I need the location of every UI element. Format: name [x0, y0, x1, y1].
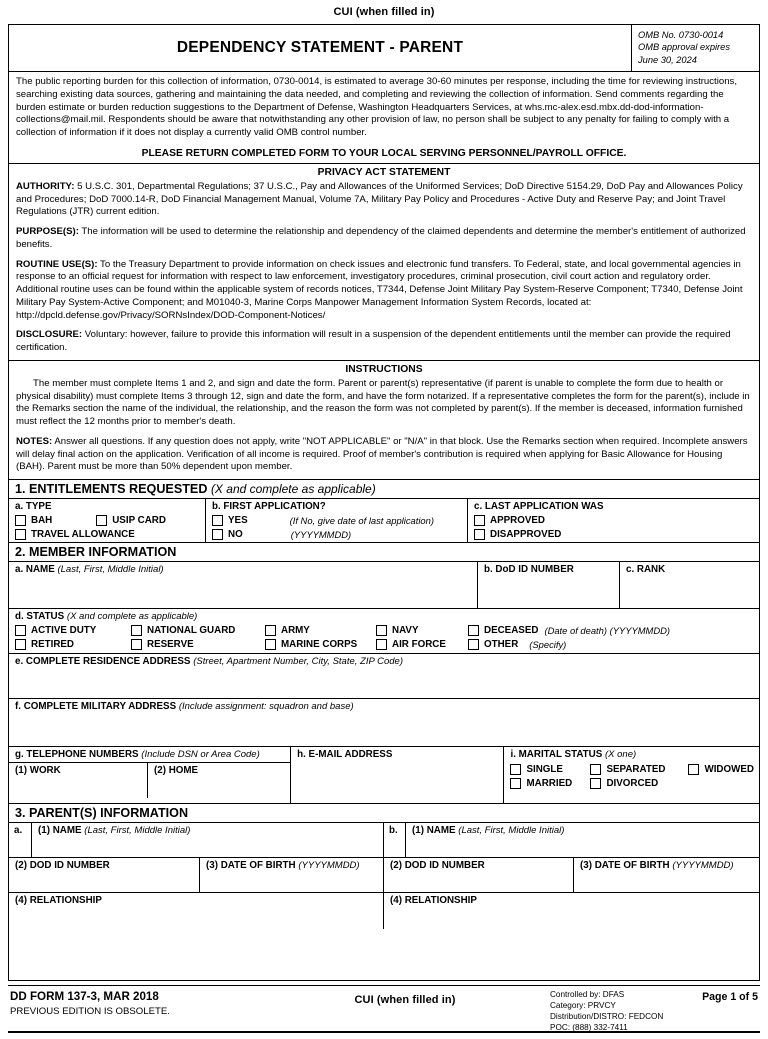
- privacy-purpose-label: PURPOSE(S):: [16, 226, 79, 237]
- privacy-purpose-text: The information will be used to determine the relationship and dependency of the claimed dependents and determine the member's entitlement of authorized benefits.: [16, 226, 746, 250]
- single-label: SINGLE: [526, 764, 563, 775]
- page-number: Page 1 of 5: [702, 991, 758, 1003]
- omb-expires-date: June 30, 2024: [638, 54, 697, 65]
- first-application-no-row: [212, 529, 462, 540]
- marital-status-hint: (X one): [605, 749, 637, 760]
- military-address-hint: (Include assignment: squadron and base): [178, 701, 354, 712]
- form-footer: [8, 985, 760, 1033]
- work-phone-cell[interactable]: [9, 763, 147, 798]
- cui-banner-top: CUI (when filled in): [333, 6, 435, 18]
- section-1-header: [9, 479, 759, 499]
- single-checkbox-icon[interactable]: [510, 764, 521, 775]
- usip-card-checkbox-icon[interactable]: [96, 515, 107, 526]
- parent-b-dob-label: (3) DATE OF BIRTH (YYYYMMDD): [580, 860, 734, 871]
- member-status-cell: [9, 609, 759, 653]
- navy-label: NAVY: [392, 625, 419, 636]
- active-duty-checkbox-icon[interactable]: [15, 625, 26, 636]
- parent-a-letter: a.: [14, 825, 23, 836]
- privacy-routine-use: [16, 259, 752, 323]
- notes-label: NOTES:: [16, 435, 53, 447]
- checkbox-divorced[interactable]: [590, 778, 658, 789]
- burden-statement: [9, 72, 759, 145]
- member-name-hint: (Last, First, Middle Initial): [57, 564, 164, 575]
- parent-b-dob-hint: (YYYYMMDD): [672, 860, 734, 871]
- checkbox-disapproved[interactable]: [474, 529, 561, 540]
- parent-name-row: [9, 823, 759, 857]
- member-status-label: d. STATUS (X and complete as applicable): [15, 611, 198, 622]
- privacy-authority: [16, 181, 752, 219]
- residence-address-cell[interactable]: [9, 654, 759, 698]
- army-checkbox-icon[interactable]: [265, 625, 276, 636]
- military-address-cell[interactable]: [9, 699, 759, 746]
- approved-checkbox-icon[interactable]: [474, 515, 485, 526]
- deceased-checkbox-icon[interactable]: [468, 625, 479, 636]
- member-dod-id-cell[interactable]: [477, 562, 619, 608]
- member-dod-id-label: b. DoD ID NUMBER: [484, 564, 574, 575]
- section-1-hint: (X and complete as applicable): [210, 482, 376, 496]
- checkbox-marine-corps[interactable]: [265, 639, 376, 650]
- travel-allowance-label: TRAVEL ALLOWANCE: [31, 529, 135, 540]
- checkbox-air-force[interactable]: [376, 639, 468, 650]
- parent-relationship-row: [9, 892, 759, 929]
- category: Category: PRVCY: [550, 1000, 616, 1010]
- parent-a-dod-id-label: (2) DOD ID NUMBER: [15, 860, 110, 871]
- section-3-title: 3. PARENT(S) INFORMATION: [15, 806, 189, 820]
- checkbox-first-app-no[interactable]: [212, 529, 243, 540]
- privacy-purpose: [16, 226, 752, 252]
- last-application-disapproved-row: [474, 529, 754, 540]
- return-notice: PLEASE RETURN COMPLETED FORM TO YOUR LOCAL SERVING PERSONNEL/PAYROLL OFFICE.: [141, 147, 627, 159]
- widowed-checkbox-icon[interactable]: [688, 764, 699, 775]
- work-phone-label: (1) WORK: [15, 765, 61, 776]
- instructions-body: [9, 377, 759, 479]
- divorced-checkbox-icon[interactable]: [590, 778, 601, 789]
- national-guard-checkbox-icon[interactable]: [131, 625, 142, 636]
- instructions-text: The member must complete Items 1 and 2, and sign and date the form. Parent or parent(s) representative (if parent is unable to complete the form due to health or physical disability) must complete Items 3 through 12, sign and date the form, and have the form notarized. If a representative completes the form for the parent(s), include in the Remarks section the name of the individual, the relationship, and the reason the form was not completed by parent(s). If the member is deceased, information furnished must reflect the 12 months prior to member's death.: [16, 377, 750, 427]
- email-address-label: h. E-MAIL ADDRESS: [297, 749, 393, 760]
- yes-label: YES: [228, 515, 248, 526]
- section-1-title: 1. ENTITLEMENTS REQUESTED: [15, 482, 208, 496]
- checkbox-other-status[interactable]: [468, 639, 518, 650]
- first-application-label: b. FIRST APPLICATION?: [212, 501, 326, 512]
- military-address-row: [9, 698, 759, 746]
- married-label: MARRIED: [526, 778, 573, 789]
- checkbox-first-app-yes[interactable]: [212, 515, 248, 526]
- member-status-row: [9, 608, 759, 653]
- parent-b-relationship-cell[interactable]: [383, 893, 759, 929]
- member-rank-label: c. RANK: [626, 564, 666, 575]
- telephone-numbers-label: g. TELEPHONE NUMBERS (Include DSN or Area Code): [15, 749, 260, 760]
- checkbox-single[interactable]: [510, 764, 590, 775]
- checkbox-active-duty[interactable]: [15, 625, 131, 636]
- footer-right: [550, 990, 760, 1034]
- status-row-2: [15, 639, 754, 650]
- parent-a-relationship-cell[interactable]: [9, 893, 383, 929]
- parent-a-relationship-label: (4) RELATIONSHIP: [15, 895, 102, 906]
- section-1-row: [9, 499, 759, 542]
- controlled-by: Controlled by: DFAS: [550, 990, 625, 999]
- privacy-act-heading: PRIVACY ACT STATEMENT: [317, 166, 451, 178]
- checkbox-travel-allowance[interactable]: [15, 529, 135, 540]
- first-application-yes-hint: (If No, give date of last application): [289, 515, 434, 526]
- member-status-hint: (X and complete as applicable): [66, 611, 198, 622]
- checkbox-approved[interactable]: [474, 515, 545, 526]
- entitlement-type-label: a. TYPE: [15, 501, 52, 512]
- status-row-1: [15, 625, 754, 636]
- footer-left: [8, 990, 260, 1017]
- privacy-disclosure-label: DISCLOSURE:: [16, 329, 83, 341]
- reserve-checkbox-icon[interactable]: [131, 639, 142, 650]
- telephone-subrow: [9, 762, 290, 798]
- checkbox-married[interactable]: [510, 778, 590, 789]
- marital-status-cell: [503, 747, 759, 803]
- entitlement-type-row-2: [15, 529, 200, 540]
- checkbox-navy[interactable]: [376, 625, 468, 636]
- poc: POC: (888) 332-7411: [550, 1022, 628, 1032]
- military-address-label: f. COMPLETE MILITARY ADDRESS (Include assignment: squadron and base): [15, 701, 354, 712]
- checkbox-deceased[interactable]: [468, 625, 538, 636]
- parent-b-name-cell[interactable]: [405, 823, 759, 857]
- travel-allowance-checkbox-icon[interactable]: [15, 529, 26, 540]
- parent-b-dod-id-cell[interactable]: [383, 858, 573, 892]
- checkbox-usip-card[interactable]: [96, 515, 166, 526]
- form-header: [9, 25, 759, 72]
- parent-b-dod-id-label: (2) DOD ID NUMBER: [390, 860, 485, 871]
- privacy-disclosure: [16, 329, 752, 355]
- instructions-notes: [16, 436, 752, 474]
- notes-text: Answer all questions. If any question does not apply, write "NOT APPLICABLE" or "N/A" in that block. Use the Remarks section when required. Incomplete answers will delay final action on the application. Verification of all income is required. Proof of member's contribution is required when applying for Basic Allowance for Housing (BAH). Parent must be more than 50% dependent upon member.: [16, 435, 748, 473]
- section-2-title: 2. MEMBER INFORMATION: [15, 545, 177, 559]
- parent-a-name-label: (1) NAME (Last, First, Middle Initial): [38, 825, 191, 836]
- instructions-heading: INSTRUCTIONS: [345, 363, 423, 375]
- member-name-cell[interactable]: [9, 562, 477, 608]
- parent-a-dob-label: (3) DATE OF BIRTH (YYYYMMDD): [206, 860, 360, 871]
- email-address-cell[interactable]: [290, 747, 503, 803]
- active-duty-label: ACTIVE DUTY: [31, 625, 97, 636]
- privacy-act-body: [9, 180, 759, 360]
- residence-address-label: e. COMPLETE RESIDENCE ADDRESS (Street, Apartment Number, City, State, ZIP Code): [15, 656, 403, 667]
- member-rank-cell[interactable]: [619, 562, 759, 608]
- retired-checkbox-icon[interactable]: [15, 639, 26, 650]
- page-title: DEPENDENCY STATEMENT - PARENT: [176, 39, 464, 56]
- first-application-no-hint: (YYYYMMDD): [290, 529, 352, 540]
- section-3-header: [9, 803, 759, 823]
- divorced-label: DIVORCED: [606, 778, 659, 789]
- parent-a-letter-cell: [9, 823, 31, 857]
- checkbox-reserve[interactable]: [131, 639, 265, 650]
- separated-label: SEPARATED: [606, 764, 666, 775]
- form-id: DD FORM 137-3, MAR 2018: [10, 990, 159, 1003]
- privacy-disclosure-text: Voluntary: however, failure to provide this information will result in a suspension of the dependent entitlements until the member can provide the required certification.: [16, 329, 731, 353]
- parent-b-relationship-label: (4) RELATIONSHIP: [390, 895, 477, 906]
- deceased-label: DECEASED: [484, 625, 539, 636]
- entitlement-type-row-1: [15, 515, 200, 526]
- parent-b-dob-cell[interactable]: [573, 858, 759, 892]
- checkbox-retired[interactable]: [15, 639, 131, 650]
- widowed-label: WIDOWED: [704, 764, 754, 775]
- no-label: NO: [228, 529, 243, 540]
- parent-b-name-label: (1) NAME (Last, First, Middle Initial): [412, 825, 565, 836]
- checkbox-bah[interactable]: [15, 515, 52, 526]
- form-frame: [8, 24, 760, 981]
- army-label: ARMY: [281, 625, 310, 636]
- parent-a-dod-id-cell[interactable]: [9, 858, 199, 892]
- other-status-hint: (Specify): [529, 639, 567, 650]
- home-phone-cell[interactable]: [147, 763, 290, 798]
- reserve-label: RESERVE: [147, 639, 194, 650]
- marital-status-label: i. MARITAL STATUS (X one): [510, 749, 637, 760]
- air-force-label: AIR FORCE: [392, 639, 446, 650]
- residence-address-row: [9, 653, 759, 698]
- parent-b-letter: b.: [389, 825, 398, 836]
- omb-expires-label: OMB approval expires: [638, 42, 730, 53]
- marine-corps-label: MARINE CORPS: [281, 639, 358, 650]
- bah-label: BAH: [31, 515, 53, 526]
- approved-label: APPROVED: [490, 515, 545, 526]
- residence-address-hint: (Street, Apartment Number, City, State, ZIP Code): [193, 656, 403, 667]
- privacy-routine-label: ROUTINE USE(S):: [16, 258, 98, 270]
- parent-a-name-hint: (Last, First, Middle Initial): [84, 825, 191, 836]
- previous-edition-note: PREVIOUS EDITION IS OBSOLETE.: [10, 1006, 170, 1017]
- burden-text: The public reporting burden for this collection of information, 0730-0014, is estimated to average 30-60 minutes per response, including the time for reviewing instructions, searching existing data sources, gathering and maintaining the data needed, and completing and reviewing the collection of information. Send comments regarding the burden estimate or burden reduction suggestions to the Department of Defense, Washington Headquarters Services, at whs.mc-alex.esd.mbx.dd-dod-information-collections@mail.mil. Respondents should be aware that notwithstanding any other provision of law, no person shall be subject to any penalty for failing to comply with a collection of information if it does not display a currently valid OMB control number.: [16, 76, 737, 138]
- marine-corps-checkbox-icon[interactable]: [265, 639, 276, 650]
- section-2-header: [9, 542, 759, 562]
- separated-checkbox-icon[interactable]: [590, 764, 601, 775]
- national-guard-label: NATIONAL GUARD: [147, 625, 236, 636]
- parent-a-name-cell[interactable]: [31, 823, 383, 857]
- omb-number: OMB No. 0730-0014: [638, 30, 724, 40]
- bah-checkbox-icon[interactable]: [15, 515, 26, 526]
- last-application-label: c. LAST APPLICATION WAS: [474, 501, 604, 512]
- last-application-approved-row: [474, 515, 754, 526]
- checkbox-national-guard[interactable]: [131, 625, 265, 636]
- checkbox-army[interactable]: [265, 625, 376, 636]
- cui-banner-bottom: CUI (when filled in): [354, 994, 456, 1006]
- contact-marital-row: [9, 746, 759, 803]
- last-application-cell: [467, 499, 759, 542]
- disapproved-label: DISAPPROVED: [490, 529, 562, 540]
- marital-row-2: [510, 778, 754, 789]
- retired-label: RETIRED: [31, 639, 75, 650]
- member-name-row: [9, 562, 759, 608]
- checkbox-widowed[interactable]: [688, 764, 754, 775]
- privacy-authority-label: AUTHORITY:: [16, 180, 75, 192]
- privacy-routine-text: To the Treasury Department to provide information on check issues and electronic fund transfers. To Federal, state, and local governmental agencies in response to an official request for information with respect to law enforcement, investigatory procedures, criminal prosecution, civil court action and regulatory order. Additional routine uses can be found within the applicable system of records notices, T7344, Defense Joint Military Pay System-Reserve Component; T7340, Defense Joint Military Pay System-Active Component; and M01040-3, Marine Corps Manpower Management Information System Records, located at: http://dpcld.defense.gov/Privacy/SORNsIndex/DOD-Component-Notices/: [16, 258, 743, 321]
- home-phone-label: (2) HOME: [154, 765, 199, 776]
- yes-checkbox-icon[interactable]: [212, 515, 223, 526]
- parent-a-dob-hint: (YYYYMMDD): [298, 860, 360, 871]
- parent-b-name-hint: (Last, First, Middle Initial): [458, 825, 565, 836]
- married-checkbox-icon[interactable]: [510, 778, 521, 789]
- other-status-checkbox-icon[interactable]: [468, 639, 479, 650]
- parent-b-letter-cell: [383, 823, 405, 857]
- air-force-checkbox-icon[interactable]: [376, 639, 387, 650]
- control-markings: [550, 990, 663, 1034]
- first-application-yes-row: [212, 515, 462, 526]
- privacy-authority-text: 5 U.S.C. 301, Departmental Regulations; 37 U.S.C., Pay and Allowances of the Uniformed Services; DoD Directive 5154.29, DoD Pay and Allowances Policy and Procedures; DoD 7000.14-R, DoD Financial Management Manual, Volume 7A, Military Pay Policy and Procedures - Active Duty and Reserve Pay; and Joint Travel Regulations (JTR) current edition.: [16, 180, 743, 218]
- telephone-numbers-hint: (Include DSN or Area Code): [141, 749, 260, 760]
- checkbox-separated[interactable]: [590, 764, 688, 775]
- distribution: Distribution/DISTRO: FEDCON: [550, 1011, 664, 1021]
- first-application-cell: [205, 499, 467, 542]
- other-status-label: OTHER: [484, 639, 519, 650]
- deceased-hint: (Date of death) (YYYYMMDD): [544, 625, 671, 636]
- disapproved-checkbox-icon[interactable]: [474, 529, 485, 540]
- omb-block: [631, 25, 759, 71]
- usip-card-label: USIP CARD: [112, 515, 166, 526]
- marital-row-1: [510, 764, 754, 775]
- no-checkbox-icon[interactable]: [212, 529, 223, 540]
- navy-checkbox-icon[interactable]: [376, 625, 387, 636]
- parent-id-dob-row: [9, 857, 759, 892]
- parent-a-dob-cell[interactable]: [199, 858, 383, 892]
- entitlement-type-cell: [9, 499, 205, 542]
- member-name-label: a. NAME (Last, First, Middle Initial): [15, 564, 164, 575]
- telephone-numbers-cell: [9, 747, 290, 803]
